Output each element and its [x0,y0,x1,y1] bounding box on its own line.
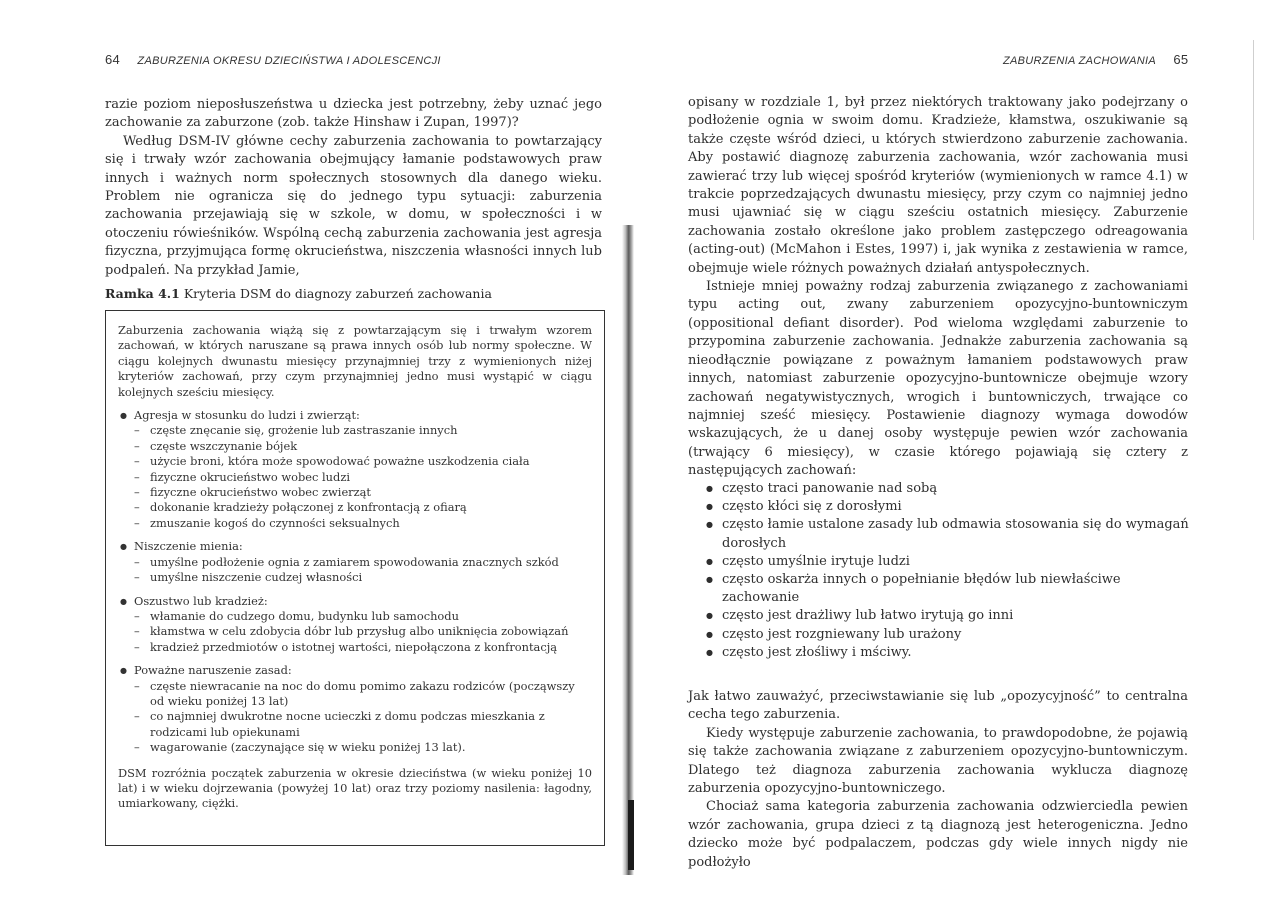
list-item: ● często traci panowanie nad sobą [706,480,1191,498]
list-item: – zmuszanie kogoś do czynności seksualnych [134,516,592,531]
group-title: ● Poważne naruszenie zasad: [118,663,592,678]
list-item: ● często jest drażliwy lub łatwo irytują go inni [706,607,1191,625]
box-caption-text: Kryteria DSM do diagnozy zaburzeń zachowania [179,286,492,301]
list-item: – wagarowanie (zaczynające się w wieku poniżej 13 lat). [134,740,592,755]
right-paragraph-1: opisany w rozdziale 1, był przez niektórych traktowany jako podejrzany o podłożenie ognia w swoim domu. Kradzieże, kłamstwa, oszukiwanie są także częste wśród dzieci, u których stwierdzono zaburzenie zachowania. Aby postawić diagnozę zaburzenia zachowania, wzór zachowania musi zawierać trzy lub więcej spośród kryteriów (wymienionych w ramce 4.1) w trakcie poprzedzających dwunastu miesięcy, przy czym co najmniej jedno musi ujawniać się w ciągu sześciu ostatnich miesięcy. Zaburzenie zachowania zostało określone jako problem zastępczego odreagowania (acting-out) (McMahon i Estes, 1997) i, jak wynika z zestawienia w ramce, obejmuje wiele różnych poważnych działań antyspołecznych. [688,95,1188,276]
right-body-text-lower [688,688,1188,872]
box-caption-label: Ramka 4.1 [105,286,180,301]
left-running-head [105,52,441,67]
list-item: – fizyczne okrucieństwo wobec ludzi [134,470,592,485]
left-page-number: 64 [105,52,121,67]
list-item: – częste wszczynanie bójek [134,439,592,454]
list-item: – użycie broni, która może spowodować poważne uszkodzenia ciała [134,454,592,469]
group-items [118,555,592,586]
right-paragraph-5: Chociaż sama kategoria zaburzenia zachowania odzwierciedla pewien wzór zachowania, grupa dzieci z tą diagnozą jest heterogeniczna. Jedno dziecko może być podpalaczem, podczas gdy wiele innych nigdy nie podłożyło [688,799,1188,870]
list-item: – fizyczne okrucieństwo wobec zwierząt [134,485,592,500]
list-item: – umyślne niszczenie cudzej własności [134,570,592,585]
criteria-group-property [118,539,592,585]
list-item: – kradzież przedmiotów o istotnej wartości, niepołączona z konfrontacją [134,640,592,655]
list-item: – częste znęcanie się, grożenie lub zastraszanie innych [134,423,592,438]
right-paragraph-2: Istnieje mniej poważny rodzaj zaburzenia związanego z zachowaniami typu acting out, zwany zaburzeniem opozycyjno-buntowniczym (oppositional defiant disorder). Pod wieloma względami zaburzenie to przypomina zaburzenie zachowania. Jednakże zaburzenia zachowania są nieodłącznie powiązane z poważnym łamaniem podstawowych praw innych, natomiast zaburzenie opozycyjno-buntownicze obejmuje wzory zachowań negatywistycznych, wrogich i buntowniczych, trwające co najmniej sześć miesięcy. Postawienie diagnozy wymaga dowodów wskazujących, że u danej osoby występuje pewien wzór zachowania (trwający 6 miesięcy), w czasie którego pojawiają się cztery z następujących zachowań: [688,279,1188,479]
book-gutter [622,225,634,875]
criteria-group-aggression [118,408,592,531]
group-title: ● Oszustwo lub kradzież: [118,594,592,609]
list-item: – co najmniej dwukrotne nocne ucieczki z domu podczas mieszkania z rodzicami lub opiekunami [134,709,592,740]
group-items [118,679,592,756]
odd-criteria-list [706,480,1191,662]
left-paragraph-2: Według DSM-IV główne cechy zaburzenia zachowania to powtarzający się i trwały wzór zachowania obejmujący łamanie podstawowych praw innych i ważnych norm społecznych stosownych dla danego wieku. Problem nie ogranicza się do jednego typu sytuacji: zaburzenia zachowania przejawiają się w szkole, w domu, w społeczności i w otoczeniu rówieśników. Wspólną cechą zaburzenia zachowania jest agresja fizyczna, przyjmująca formę okrucieństwa, niszczenia własności innych lub podpaleń. Na przykład Jamie, [105,133,602,278]
left-paragraph-1: razie poziom nieposłuszeństwa u dziecka jest potrzebny, żeby uznać jego zachowanie za zaburzone (zob. także Hinshaw i Zupan, 1997)? [105,97,602,131]
group-items [118,423,592,531]
list-item: ● często umyślnie irytuje ludzi [706,553,1191,571]
book-gutter-shadow [628,800,634,870]
list-item: – umyślne podłożenie ognia z zamiarem spowodowania znacznych szkód [134,555,592,570]
right-body-text [688,94,1188,481]
list-item: ● często kłóci się z dorosłymi [706,498,1191,516]
list-item: – włamanie do cudzego domu, budynku lub samochodu [134,609,592,624]
list-item: – częste niewracanie na noc do domu pomimo zakazu rodziców (począwszy od wieku poniżej 13 lat) [134,679,592,710]
list-item: ● często oskarża innych o popełnianie błędów lub niewłaściwe zachowanie [706,571,1191,607]
criteria-group-theft [118,594,592,656]
right-running-head [1003,52,1188,67]
list-item: – dokonanie kradzieży połączonej z konfrontacją z ofiarą [134,500,592,515]
left-running-title: ZABURZENIA OKRESU DZIECIŃSTWA I ADOLESCENCJI [137,55,441,67]
left-body-text [105,96,602,280]
box-intro: Zaburzenia zachowania wiążą się z powtarzającym się i trwałym wzorem zachowań, w których naruszane są prawa innych osób lub normy społeczne. W ciągu kolejnych dwunastu miesięcy przynajmniej trzy z wymienionych niżej kryteriów zachowań, przy czym przynajmniej jedno musi wystąpić w ciągu kolejnych sześciu miesięcy. [118,323,592,399]
list-item: ● często jest złośliwy i mściwy. [706,644,1191,662]
right-page-number: 65 [1173,52,1189,67]
right-paragraph-3: Jak łatwo zauważyć, przeciwstawianie się lub „opozycyjność” to centralna cecha tego zaburzenia. [688,689,1188,723]
criteria-box [105,310,605,846]
right-paragraph-4: Kiedy występuje zaburzenie zachowania, to prawdopodobne, że pojawią się także zachowania związane z zaburzeniem opozycyjno-buntowniczym. Dlatego też diagnoza zaburzenia zachowania wyklucza diagnozę zaburzenia opozycyjno-buntowniczego. [688,725,1188,797]
list-item: – kłamstwa w celu zdobycia dóbr lub przysług albo uniknięcia zobowiązań [134,624,592,639]
list-item: ● często łamie ustalone zasady lub odmawia stosowania się do wymagań dorosłych [706,516,1191,552]
group-items [118,609,592,655]
list-item: ● często jest rozgniewany lub urażony [706,626,1191,644]
box-outro: DSM rozróżnia początek zaburzenia w okresie dzieciństwa (w wieku poniżej 10 lat) i w wieku dojrzewania (powyżej 10 lat) oraz trzy poziomy nasilenia: łagodny, umiarkowany, ciężki. [118,765,592,811]
criteria-group-rules [118,663,592,755]
group-title: ● Niszczenie mienia: [118,539,592,554]
box-caption [105,286,492,301]
right-running-title: ZABURZENIA ZACHOWANIA [1003,55,1156,67]
group-title: ● Agresja w stosunku do ludzi i zwierząt: [118,408,592,423]
